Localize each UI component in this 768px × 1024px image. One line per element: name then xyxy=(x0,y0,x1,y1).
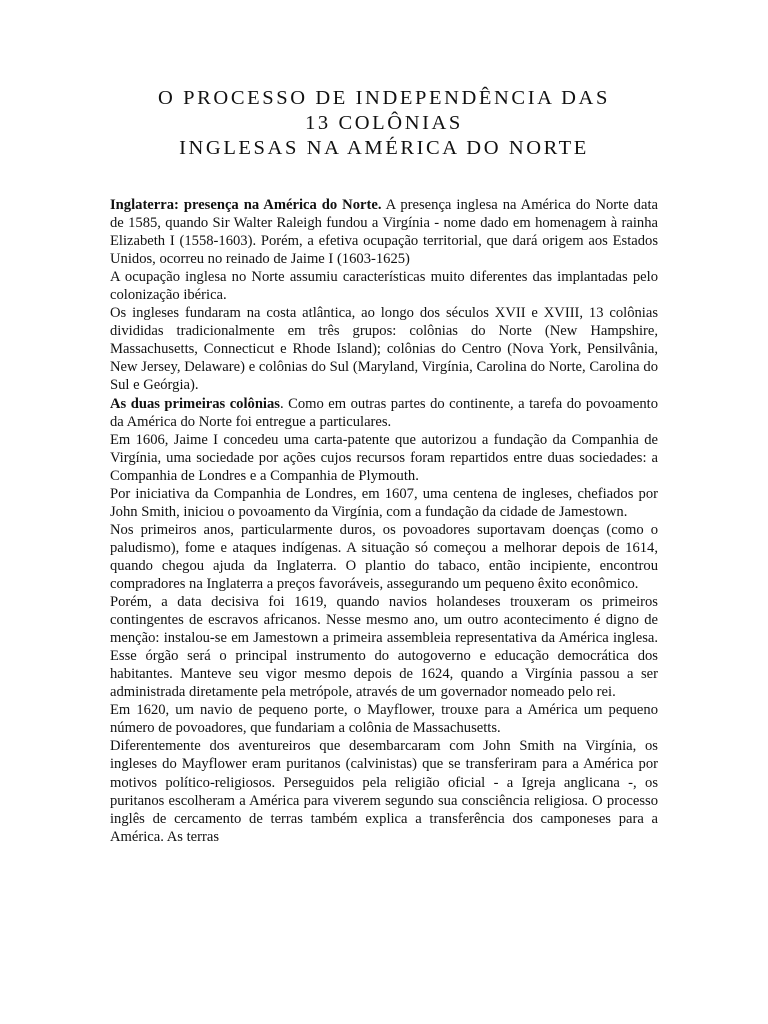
document-body xyxy=(110,196,658,846)
paragraph-8-text: Porém, a data decisiva foi 1619, quando navios holandeses trouxeram os primeiros contingentes de escravos africanos. Nesse mesmo ano, um outro acontecimento é digno de menção: instalou-se em Jamestown a primeira assembleia representativa da América inglesa. Esse órgão será o principal instrumento do autogoverno e educação democrática dos habitantes. Manteve seu vigor mesmo depois de 1624, quando a Virgínia passou a ser administrada diretamente pela metrópole, através de um governador nomeado pelo rei. xyxy=(110,594,658,701)
paragraph-6-text: Por iniciativa da Companhia de Londres, em 1607, uma centena de ingleses, chefiados por John Smith, iniciou o povoamento da Virgínia, com a fundação da cidade de Jamestown. xyxy=(110,485,658,520)
paragraph-1 xyxy=(110,196,658,268)
title-line-1: O PROCESSO DE INDEPENDÊNCIA DAS xyxy=(158,87,610,109)
paragraph-4-text: . Como em outras partes do continente, a tarefa do povoamento da América do Norte foi entregue a particulares. xyxy=(110,395,658,430)
paragraph-7-text: Nos primeiros anos, particularmente duros, os povoadores suportavam doenças (como o paludismo), fome e ataques indígenas. A situação só começou a melhorar depois de 1614, quando chegou ajuda da Inglaterra. O plantio do tabaco, então incipiente, encontrou compradores na Inglaterra a preços favoráveis, assegurando um pequeno êxito econômico. xyxy=(110,521,658,592)
paragraph-8 xyxy=(110,593,658,701)
paragraph-10 xyxy=(110,737,658,845)
paragraph-9-text: Em 1620, um navio de pequeno porte, o Mayflower, trouxe para a América um pequeno número de povoadores, que fundariam a colônia de Massachusetts. xyxy=(110,702,658,737)
paragraph-4-heading: As duas primeiras colônias xyxy=(110,395,280,412)
paragraph-3-text: Os ingleses fundaram na costa atlântica, ao longo dos séculos XVII e XVIII, 13 colônias divididas tradicionalmente em três grupos: colônias do Norte (New Hampshire, Massachusetts, Connecticut e Rhode Island); colônias do Centro (Nova York, Pensilvânia, New Jersey, Delaware) e colônias do Sul (Maryland, Virgínia, Carolina do Norte, Carolina do Sul e Geórgia). xyxy=(110,305,658,394)
paragraph-2 xyxy=(110,268,658,304)
paragraph-3 xyxy=(110,304,658,394)
paragraph-9 xyxy=(110,701,658,737)
title-line-2: 13 COLÔNIAS xyxy=(305,112,463,134)
paragraph-5 xyxy=(110,431,658,485)
paragraph-1-text: A presença inglesa na América do Norte data de 1585, quando Sir Walter Raleigh fundou a Virgínia - nome dado em homenagem à rainha Elizabeth I (1558-1603). Porém, a efetiva ocupação territorial, que dará origem aos Estados Unidos, ocorreu no reinado de Jaime I (1603-1625) xyxy=(110,197,658,268)
title-line-3: INGLESAS NA AMÉRICA DO NORTE xyxy=(179,137,589,159)
paragraph-2-text: A ocupação inglesa no Norte assumiu características muito diferentes das implantadas pelo colonização ibérica. xyxy=(110,269,658,304)
document-title xyxy=(110,86,658,161)
paragraph-4 xyxy=(110,395,658,431)
paragraph-10-text: Diferentemente dos aventureiros que desembarcaram com John Smith na Virgínia, os ingleses do Mayflower eram puritanos (calvinistas) que se transferiram para a América por motivos político-religiosos. Perseguidos pela religião oficial - a Igreja anglicana -, os puritanos escolheram a América para viverem segundo sua consciência religiosa. O processo inglês de cercamento de terras também explica a transferência dos camponeses para a América. As terras xyxy=(110,738,658,845)
paragraph-5-text: Em 1606, Jaime I concedeu uma carta-patente que autorizou a fundação da Companhia de Virgínia, uma sociedade por ações cujos recursos foram repartidos entre duas sociedades: a Companhia de Londres e a Companhia de Plymouth. xyxy=(110,431,658,484)
paragraph-1-heading: Inglaterra: presença na América do Norte. xyxy=(110,197,382,213)
paragraph-7 xyxy=(110,521,658,593)
paragraph-6 xyxy=(110,485,658,521)
